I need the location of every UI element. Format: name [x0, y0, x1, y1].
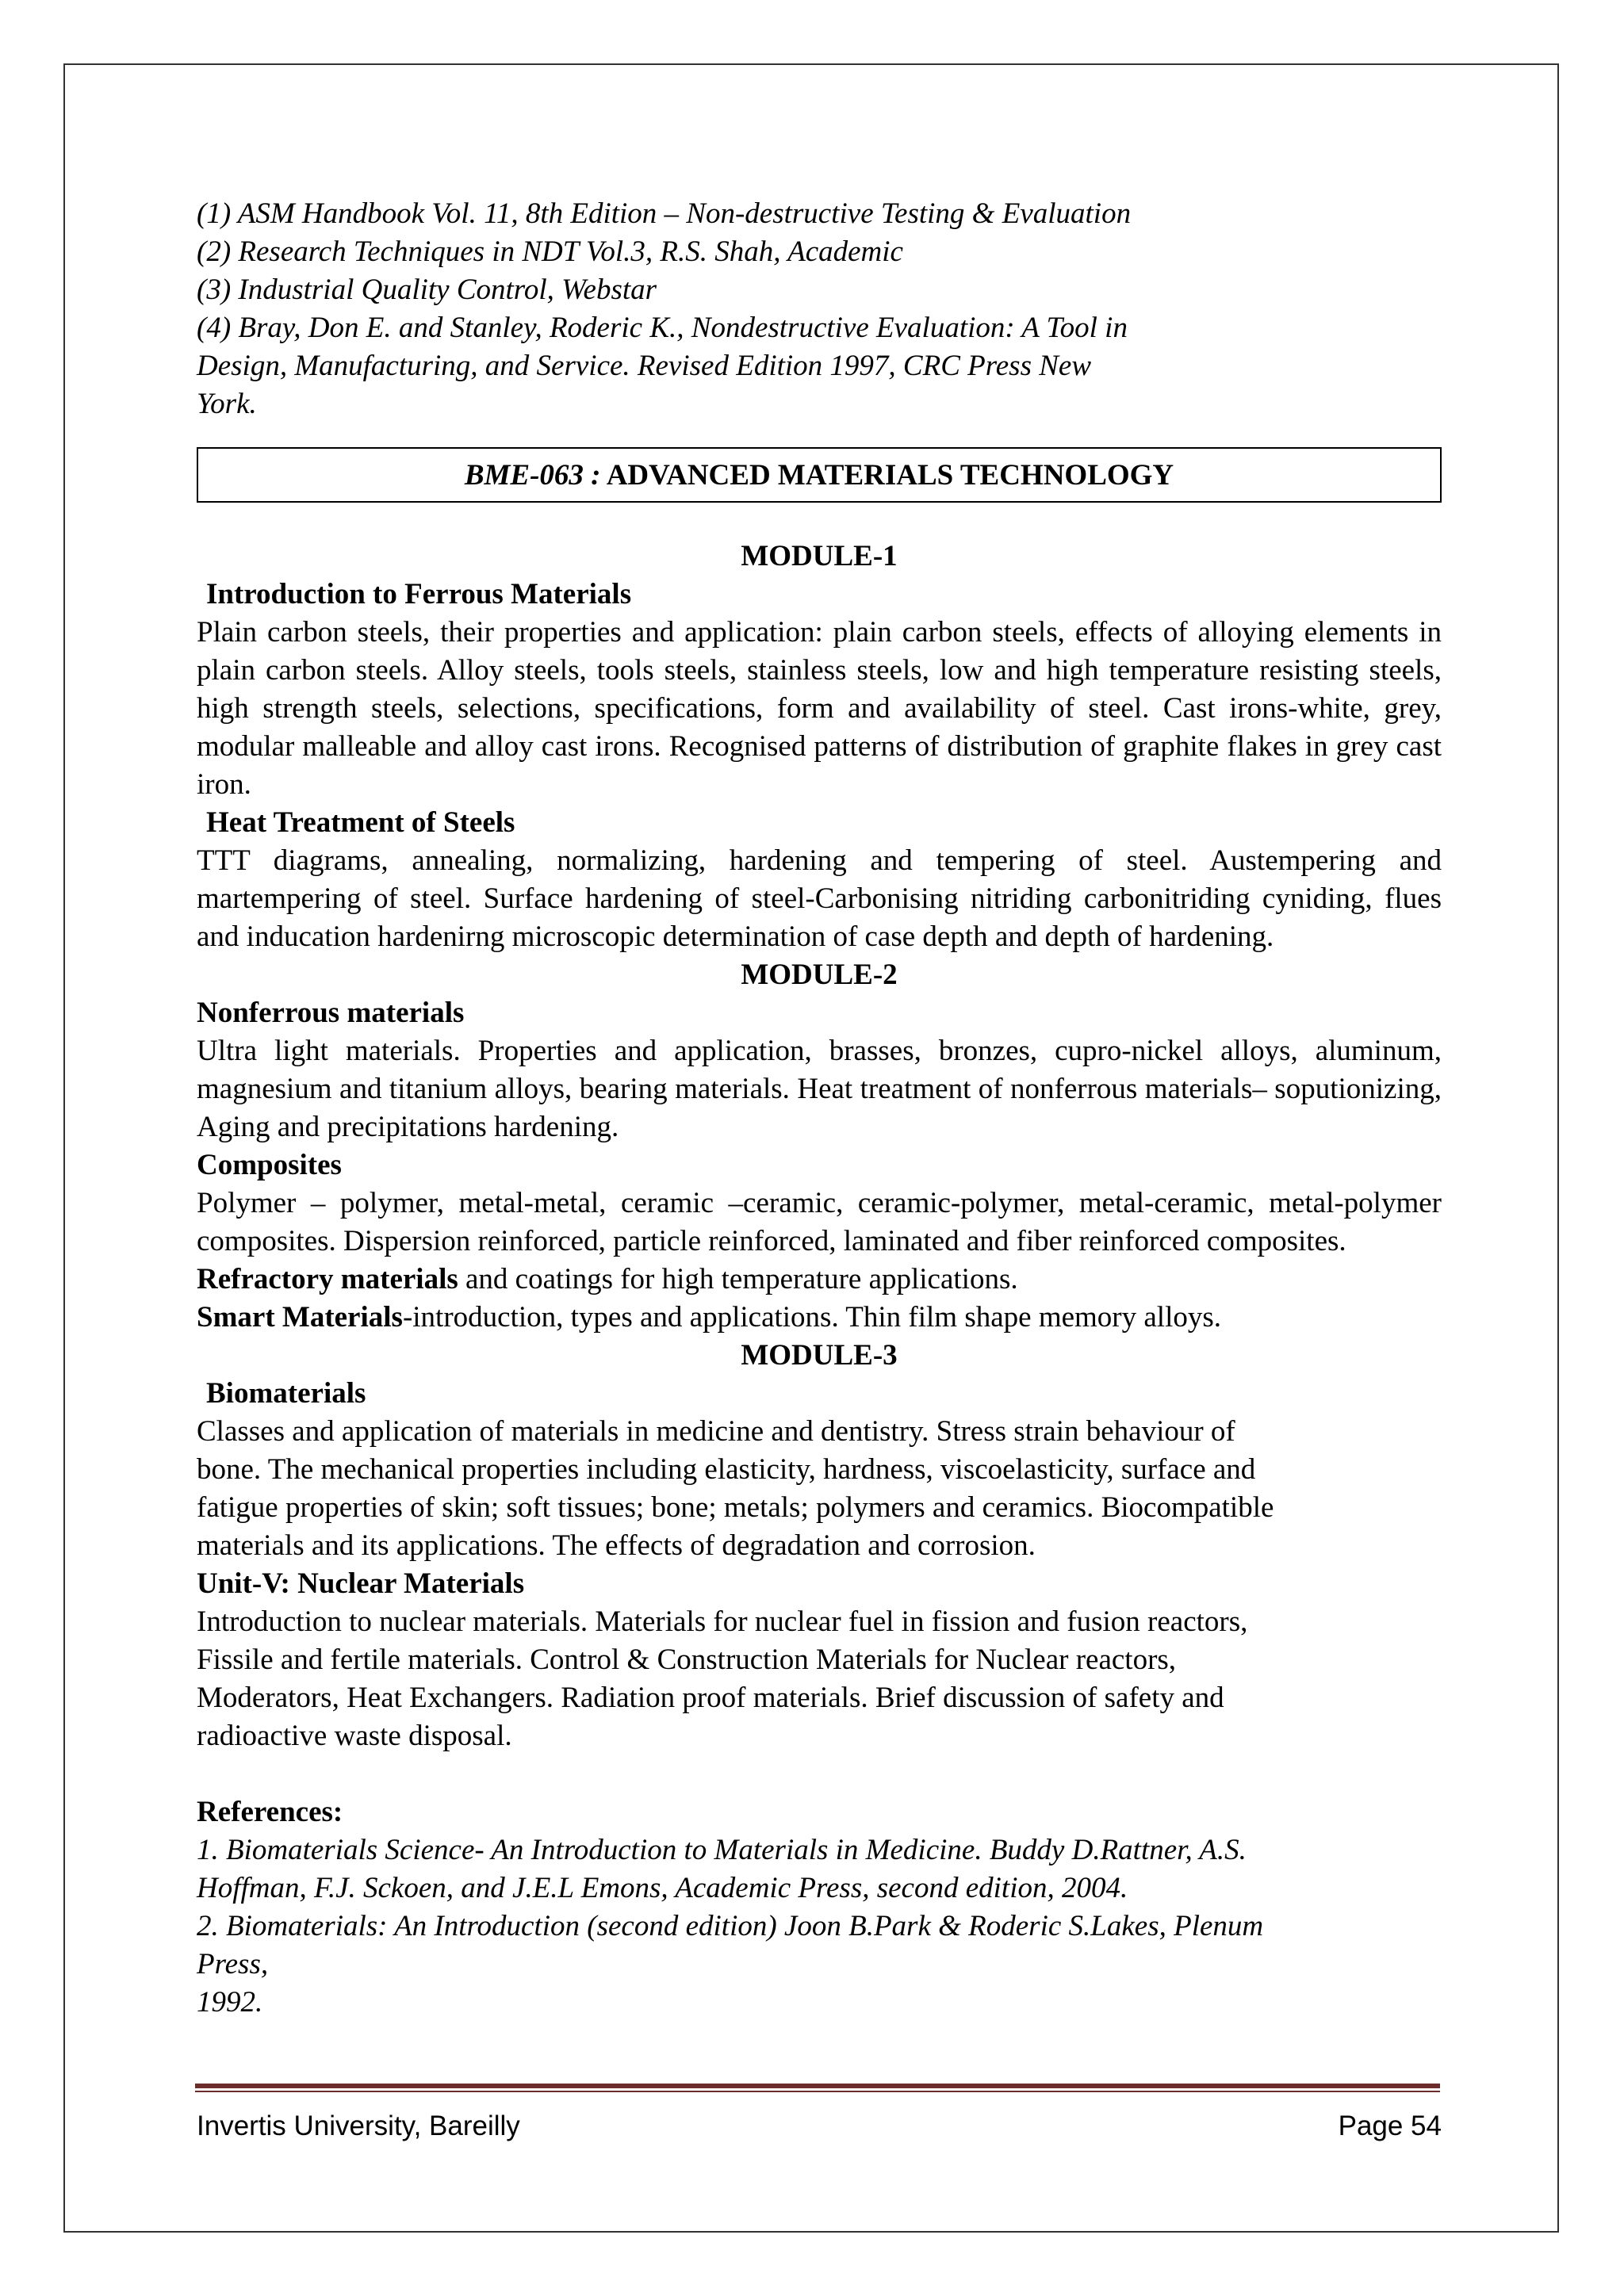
refractory-materials-line [197, 1261, 1442, 1299]
previous-course-references [197, 195, 1442, 423]
reference-line: 1. Biomaterials Science- An Introduction to Materials in Medicine. Buddy D.Rattner, A.S. [197, 1834, 1247, 1866]
reference-line: (2) Research Techniques in NDT Vol.3, R.S. Shah, Academic [197, 235, 903, 268]
smart-materials-label: Smart Materials [197, 1301, 403, 1334]
module-1-heading: MODULE-1 [741, 540, 898, 572]
ferrous-materials-heading: Introduction to Ferrous Materials [206, 578, 632, 610]
biomaterials-text-line: fatigue properties of skin; soft tissues; bone; metals; polymers and ceramics. Biocompatible [197, 1491, 1274, 1524]
smart-materials-line [197, 1299, 1442, 1337]
page-footer [197, 2109, 1442, 2144]
refractory-materials-text: and coatings for high temperature applications. [458, 1263, 1018, 1295]
footer-divider-thick [195, 2084, 1440, 2088]
biomaterials-text-line: Classes and application of materials in medicine and dentistry. Stress strain behaviour of [197, 1415, 1235, 1448]
heat-treatment-heading: Heat Treatment of Steels [206, 806, 515, 839]
reference-line: Hoffman, F.J. Sckoen, and J.E.L Emons, Academic Press, second edition, 2004. [197, 1872, 1128, 1904]
reference-line: 1992. [197, 1986, 263, 2019]
page-number: Page 54 [1338, 2110, 1442, 2141]
nonferrous-materials-heading: Nonferrous materials [197, 997, 465, 1029]
ferrous-materials-text: Plain carbon steels, their properties and application: plain carbon steels, effects of alloying elements in plain carbon steels. Alloy steels, tools steels, stainless steels, low and high temperature resisting steels, high strength steels, selections, specifications, form and availability of steel. Cast irons-white, grey, modular malleable and alloy cast irons. Recognised patterns of distribution of graphite flakes in grey cast iron. [197, 616, 1442, 801]
footer-divider-thin [195, 2091, 1440, 2092]
nuclear-materials-text-line: radioactive waste disposal. [197, 1720, 512, 1752]
reference-line: Press, [197, 1948, 269, 1980]
heat-treatment-text: TTT diagrams, annealing, normalizing, hardening and tempering of steel. Austempering and martempering of steel. Surface hardening of steel-Carbonising nitriding carbonitriding cyniding, flues and inducation hardenirng microscopic determination of case depth and depth of hardening. [197, 844, 1442, 953]
composites-heading: Composites [197, 1149, 342, 1181]
page-content [197, 195, 1442, 2022]
footer-divider [195, 2084, 1440, 2092]
module-2-heading: MODULE-2 [741, 959, 898, 991]
reference-line: (3) Industrial Quality Control, Webstar [197, 274, 657, 306]
course-title: ADVANCED MATERIALS TECHNOLOGY [600, 458, 1174, 492]
reference-line: (4) Bray, Don E. and Stanley, Roderic K., Nondestructive Evaluation: A Tool in [197, 312, 1128, 344]
references-heading: References: [197, 1796, 343, 1828]
refractory-materials-label: Refractory materials [197, 1263, 458, 1295]
biomaterials-text-line: materials and its applications. The effects of degradation and corrosion. [197, 1529, 1036, 1562]
footer-institution: Invertis University, Bareilly [197, 2110, 520, 2141]
course-title-box [197, 447, 1442, 503]
reference-line: 2. Biomaterials: An Introduction (second edition) Joon B.Park & Roderic S.Lakes, Plenum [197, 1910, 1264, 1942]
course-code: BME-063 : [464, 458, 601, 492]
nonferrous-materials-text: Ultra light materials. Properties and application, brasses, bronzes, cupro-nickel alloys, aluminum, magnesium and titanium alloys, bearing materials. Heat treatment of nonferrous materials– soputionizing, Aging and precipitations hardening. [197, 1035, 1442, 1143]
reference-line: (1) ASM Handbook Vol. 11, 8th Edition – Non-destructive Testing & Evaluation [197, 197, 1132, 230]
smart-materials-text: -introduction, types and applications. Thin film shape memory alloys. [402, 1301, 1221, 1334]
composites-text: Polymer – polymer, metal-metal, ceramic –ceramic, ceramic-polymer, metal-ceramic, metal-polymer composites. Dispersion reinforced, particle reinforced, laminated and fiber reinforced composites. [197, 1187, 1442, 1257]
reference-line: Design, Manufacturing, and Service. Revised Edition 1997, CRC Press New [197, 350, 1091, 382]
nuclear-materials-text-line: Fissile and fertile materials. Control & Construction Materials for Nuclear reactors, [197, 1644, 1177, 1676]
reference-line: York. [197, 388, 257, 420]
nuclear-materials-heading: Unit-V: Nuclear Materials [197, 1567, 525, 1600]
module-3-heading: MODULE-3 [741, 1339, 898, 1372]
biomaterials-text-line: bone. The mechanical properties including elasticity, hardness, viscoelasticity, surface and [197, 1453, 1256, 1486]
nuclear-materials-text-line: Introduction to nuclear materials. Materials for nuclear fuel in fission and fusion reactors, [197, 1605, 1248, 1638]
nuclear-materials-text-line: Moderators, Heat Exchangers. Radiation proof materials. Brief discussion of safety and [197, 1682, 1224, 1714]
biomaterials-heading: Biomaterials [206, 1377, 366, 1410]
